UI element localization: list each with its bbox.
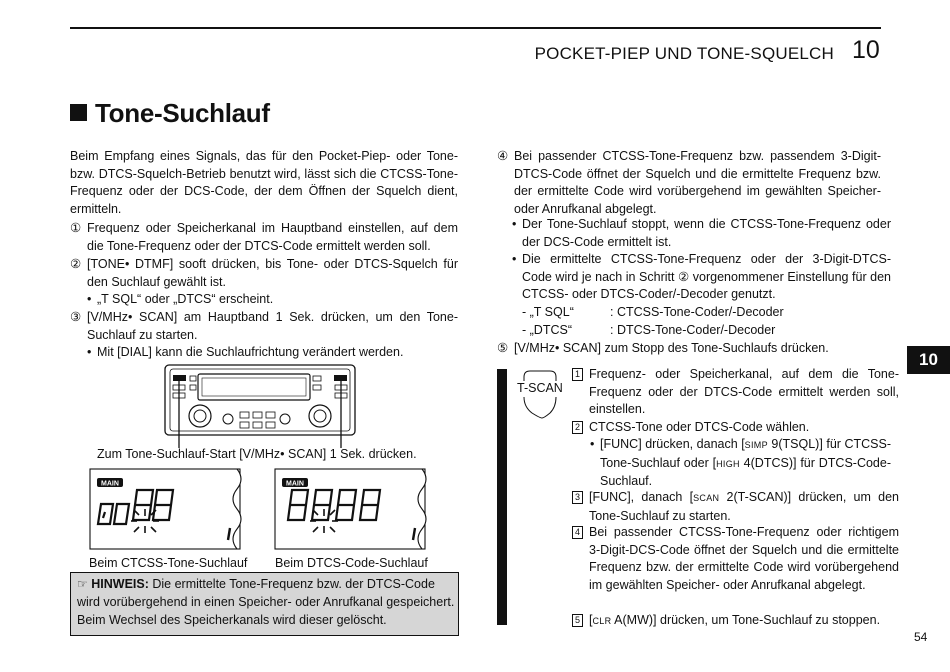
mode-key-tsql: - „T SQL“ xyxy=(522,305,574,319)
step-text-part: [ xyxy=(589,613,593,627)
note-label: HINWEIS: xyxy=(91,577,149,591)
section-title xyxy=(70,98,270,129)
intro-paragraph: Beim Empfang eines Signals, das für den Pocket-Piep- oder Tone-bzw. DTCS-Squelch-Betrieb benutzt wird, lässt sich die CTCSS-Tone-Frequenz oder der DCS-Code, der dem Öffnen der Squelch dient, ermitteln. xyxy=(70,149,458,216)
step-text: [TONE• DTMF] sooft drücken, bis Tone- oder DTCS-Squelch für den Suchlauf gewählt ist. xyxy=(87,257,458,289)
step-number: ① xyxy=(70,221,82,235)
right-bullet-2 xyxy=(512,251,891,304)
step-number-box: 2 xyxy=(572,421,583,434)
step-text: CTCSS-Tone oder DTCS-Code wählen. xyxy=(589,420,810,434)
tscan-bullet-part: 9(TSQL)] für CTCSS-Tone-Suchlauf oder [ xyxy=(600,437,891,470)
right-step-5 xyxy=(497,340,894,358)
page-number: 54 xyxy=(914,630,928,644)
tscan-step-1 xyxy=(572,366,899,419)
tscan-bullet-part: 4(DTCS)] für DTCS-Code-Suchlauf. xyxy=(600,455,891,489)
note-text: Die ermittelte Tone-Frequenz bzw. der DTCS-Code wird vorübergehend in einen Speicher- oder Anrufkanal gespeichert. Beim Wechsel des Speicherkanals wird dieser gelöscht. xyxy=(77,577,455,627)
step-number: ④ xyxy=(497,149,509,163)
lcd-display-dtcs xyxy=(272,466,437,552)
note-content xyxy=(77,575,455,629)
bullet-text: Die ermittelte CTCSS-Tone-Frequenz oder der 3-Digit-DTCS-Code wird je nach in Schritt ② vorgenommener Einstellung für den CTCSS- oder DTCS-Coder/-Decoder genutzt. xyxy=(522,252,891,302)
step-number xyxy=(572,612,583,630)
display-caption-ctcss: Beim CTCSS-Tone-Suchlauf xyxy=(89,556,248,570)
bullet-text: Mit [DIAL] kann die Suchlaufrichtung verändert werden. xyxy=(97,345,404,359)
step-number: ⑤ xyxy=(497,341,509,355)
step-number xyxy=(572,419,583,437)
left-bullet-1 xyxy=(87,291,457,309)
step-text-part: 2(T-SCAN)] drücken, um den Tone-Suchlauf zu starten. xyxy=(589,490,899,523)
header-rule xyxy=(70,27,881,29)
bullet-text: Der Tone-Suchlauf stoppt, wenn die CTCSS-Tone-Frequenz oder der DCS-Code ermittelt ist. xyxy=(522,217,891,249)
tscan-step-3 xyxy=(572,489,899,525)
radio-caption: Zum Tone-Suchlauf-Start [V/MHz• SCAN] 1 Sek. drücken. xyxy=(97,447,417,461)
step-text-part: A(MW)] drücken, um Tone-Suchlauf zu stoppen. xyxy=(611,613,881,627)
lcd-display-ctcss xyxy=(87,466,252,552)
step-number-box: 5 xyxy=(572,614,583,627)
step-text: Frequenz oder Speicherkanal im Hauptband einstellen, auf dem die Tone-Frequenz oder der DTCS-Code ermittelt werden soll. xyxy=(87,221,458,253)
bullet-dot: • xyxy=(87,292,92,306)
radio-front-panel-illustration xyxy=(150,362,365,450)
step-number: ③ xyxy=(70,310,82,324)
remote-key-icon xyxy=(522,369,558,419)
simp-key-label: SIMP xyxy=(744,440,768,450)
mode-value-dtcs: : DTCS-Tone-Coder/-Decoder xyxy=(610,323,776,337)
tscan-bullet-part: [FUNC] drücken, danach [ xyxy=(600,437,745,451)
chapter-side-tab: 10 xyxy=(907,346,950,374)
tscan-sidebar xyxy=(497,369,507,625)
chapter-title: POCKET-PIEP UND TONE-SQUELCH xyxy=(534,44,834,63)
step-text: Bei passender CTCSS-Tone-Frequenz bzw. passendem 3-Digit-DTCS-Code öffnet der Squelch und die ermittelte Frequenz bzw. der ermittelte Code wird vorübergehend im gewählten Speicher-oder Anrufkanal abgelegt. xyxy=(514,149,881,216)
step-number-box: 3 xyxy=(572,491,583,504)
bullet-dot: • xyxy=(512,217,517,231)
step-number-box: 1 xyxy=(572,368,583,381)
bullet-dot: • xyxy=(512,252,517,266)
right-bullet-1 xyxy=(512,216,891,251)
step-number: ② xyxy=(70,257,82,271)
left-step-2 xyxy=(70,256,458,291)
high-key-label: HIGH xyxy=(716,458,740,469)
note-box xyxy=(70,572,459,636)
tscan-step-2 xyxy=(572,419,899,437)
clr-key-label: CLR xyxy=(592,616,612,626)
chapter-number: 10 xyxy=(852,36,880,64)
step-text: Bei passender CTCSS-Tone-Frequenz oder richtigem 3-Digit-DCS-Code öffnet der Squelch und die ermittelte Frequenz bzw. der ermittelte Code wird vorübergehend im gewählten Speicher- oder Anrufkanal abgelegt. xyxy=(589,525,899,592)
left-bullet-2 xyxy=(87,344,457,362)
tscan-bullet xyxy=(590,436,891,491)
step-number xyxy=(572,524,583,542)
right-step-4 xyxy=(497,148,881,218)
bullet-dot: • xyxy=(87,345,92,359)
step-number xyxy=(572,489,583,507)
scan-key-label: SCAN xyxy=(693,493,720,503)
bullet-text: „T SQL“ oder „DTCS“ erscheint. xyxy=(97,292,274,306)
step-number-box: 4 xyxy=(572,526,583,539)
step-text: [V/MHz• SCAN] zum Stopp des Tone-Suchlaufs drücken. xyxy=(514,341,829,355)
display-caption-dtcs: Beim DTCS-Code-Suchlauf xyxy=(275,556,428,570)
tscan-label: T-SCAN xyxy=(517,381,563,395)
main-tag: MAIN xyxy=(101,480,119,488)
tscan-step-5 xyxy=(572,612,899,631)
tscan-step-4 xyxy=(572,524,899,594)
left-step-3 xyxy=(70,309,458,344)
mode-key-dtcs: - „DTCS“ xyxy=(522,323,572,337)
step-text: [V/MHz• SCAN] am Hauptband 1 Sek. drücken, um den Tone-Suchlauf zu starten. xyxy=(87,310,458,342)
step-text: Frequenz- oder Speicherkanal, auf dem die Tone-Frequenz oder der DTCS-Code ermittelt werden soll, einstellen. xyxy=(589,367,899,417)
main-tag: MAIN xyxy=(286,480,304,488)
bullet-dot: • xyxy=(590,437,595,451)
section-title-text: Tone-Suchlauf xyxy=(95,98,270,128)
left-step-1 xyxy=(70,220,458,255)
mode-value-tsql: : CTCSS-Tone-Coder/-Decoder xyxy=(610,305,784,319)
square-bullet-icon xyxy=(70,104,87,121)
step-text-part: [FUNC], danach [ xyxy=(589,490,694,504)
pointing-hand-icon: ☞ xyxy=(77,577,88,591)
step-number xyxy=(572,366,583,384)
